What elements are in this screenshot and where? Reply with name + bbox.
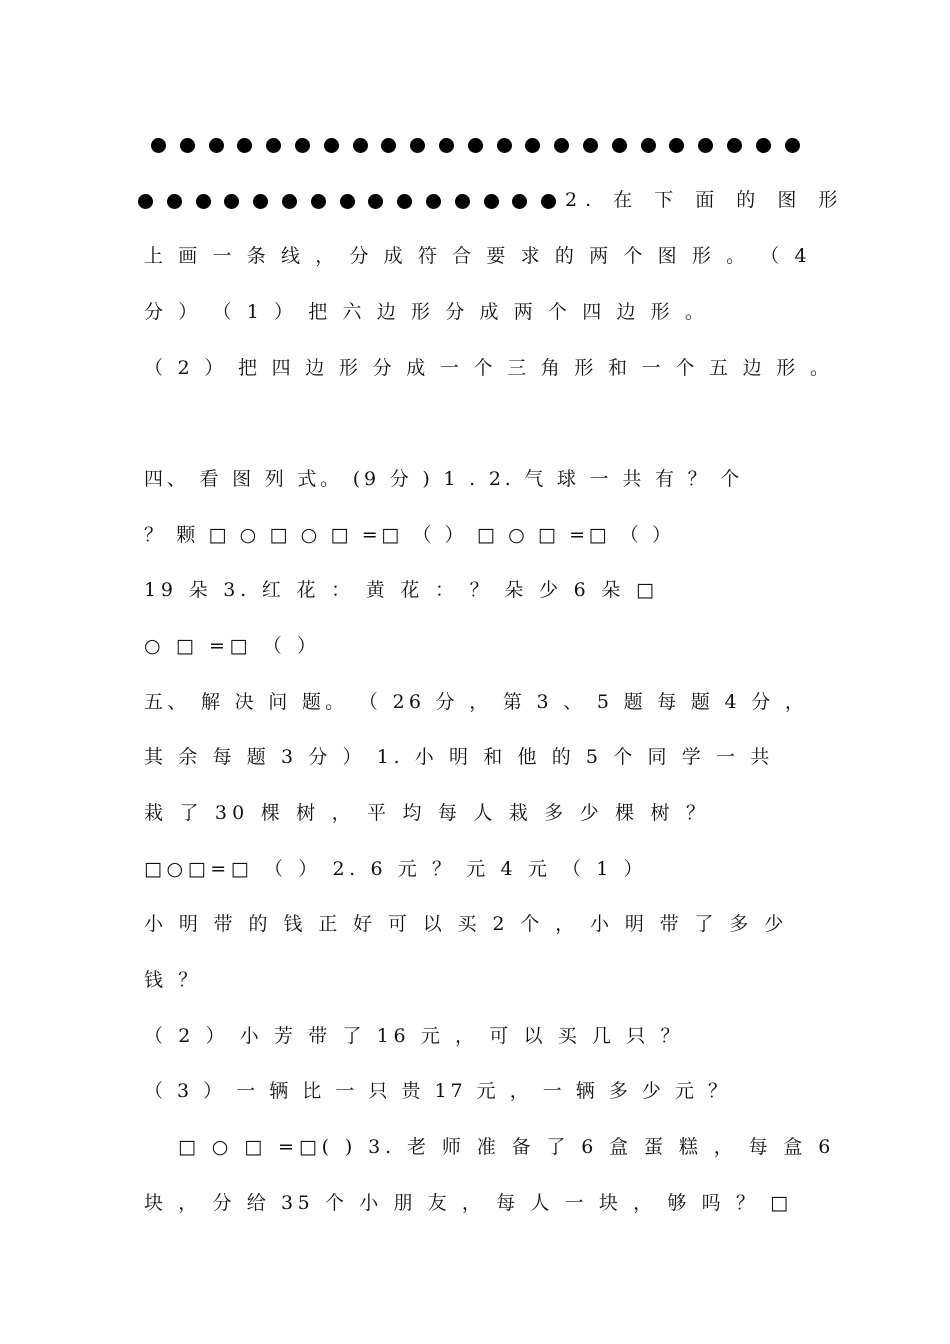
bullet-dot — [497, 138, 512, 153]
bullet-dot — [512, 194, 527, 209]
bullet-dot — [439, 138, 454, 153]
bullet-dot — [324, 138, 339, 153]
text-line: 钱 ？ — [144, 969, 202, 991]
text-line: ○ □ =□ （ ） — [144, 635, 321, 657]
section-heading: 四、 看 图 列 式。 (9 分 ) 1 . 2. 气 球 一 共 有 ？ 个 — [144, 468, 744, 490]
bullet-dot — [698, 138, 713, 153]
bullet-dot — [151, 138, 166, 153]
bullet-dot — [641, 138, 656, 153]
bullet-dot — [138, 194, 153, 209]
text-line: 分 ） （ 1 ） 把 六 边 形 分 成 两 个 四 边 形 。 — [144, 301, 709, 323]
text-line: 其 余 每 题 3 分 ） 1. 小 明 和 他 的 5 个 同 学 一 共 — [144, 746, 774, 768]
bullet-dot — [468, 138, 483, 153]
bullet-dot — [612, 138, 627, 153]
bullet-dot — [340, 194, 355, 209]
bullet-dot — [583, 138, 598, 153]
bullet-dot — [525, 138, 540, 153]
bullet-dot — [266, 138, 281, 153]
bullet-dot — [484, 194, 499, 209]
bullet-dot — [785, 138, 800, 153]
bullet-dot — [295, 138, 310, 153]
bullet-dot — [311, 194, 326, 209]
bullet-dot — [167, 194, 182, 209]
bullet-dot — [554, 138, 569, 153]
bullet-dot — [756, 138, 771, 153]
bullet-dot — [368, 194, 383, 209]
bullet-dot — [455, 194, 470, 209]
bullet-dot — [727, 138, 742, 153]
text-line: （ 2 ） 小 芳 带 了 16 元 ， 可 以 买 几 只 ？ — [144, 1025, 685, 1047]
text-line: 小 明 带 的 钱 正 好 可 以 买 2 个 ， 小 明 带 了 多 少 — [144, 913, 789, 935]
bullet-dot — [253, 194, 268, 209]
text-line: □ ○ □ =□( ) 3. 老 师 准 备 了 6 盒 蛋 糕 ， 每 盒 6 — [178, 1136, 836, 1158]
bullet-dot — [209, 138, 224, 153]
bullet-dot — [669, 138, 684, 153]
bullet-dot — [410, 138, 425, 153]
bullet-dot — [426, 194, 441, 209]
text-line: 上 画 一 条 线 ， 分 成 符 合 要 求 的 两 个 图 形 。 （ 4 — [144, 245, 812, 267]
bullet-dot — [237, 138, 252, 153]
bullet-dot — [224, 194, 239, 209]
bullet-dot — [282, 194, 297, 209]
bullet-dot — [381, 138, 396, 153]
text-line: 块 ， 分 给 35 个 小 朋 友 ， 每 人 一 块 ， 够 吗 ？ □ — [144, 1192, 793, 1214]
text-line: ？ 颗 □ ○ □ ○ □ =□ （ ） □ ○ □ =□ （ ） — [144, 524, 675, 546]
text-line: （ 2 ） 把 四 边 形 分 成 一 个 三 角 形 和 一 个 五 边 形 。 — [144, 357, 834, 379]
bullet-dot — [541, 194, 556, 209]
bullet-dot — [397, 194, 412, 209]
text-line: 栽 了 30 棵 树 ， 平 均 每 人 栽 多 少 棵 树 ？ — [144, 802, 711, 824]
bullet-dot — [180, 138, 195, 153]
text-line: （ 3 ） 一 辆 比 一 只 贵 17 元 ， 一 辆 多 少 元 ？ — [144, 1080, 731, 1102]
bullet-dot — [196, 194, 211, 209]
text-line: 19 朵 3. 红 花 ： 黄 花 ： ？ 朵 少 6 朵 □ — [144, 579, 659, 601]
text-line: □○□=□ （ ） 2. 6 元 ？ 元 4 元 （ 1 ） — [144, 858, 648, 880]
text-line: 2. 在 下 面 的 图 形 — [565, 189, 846, 211]
bullet-dot — [353, 138, 368, 153]
section-heading: 五、 解 决 问 题。 （ 26 分 ， 第 3 、 5 题 每 题 4 分 ， — [144, 691, 809, 713]
